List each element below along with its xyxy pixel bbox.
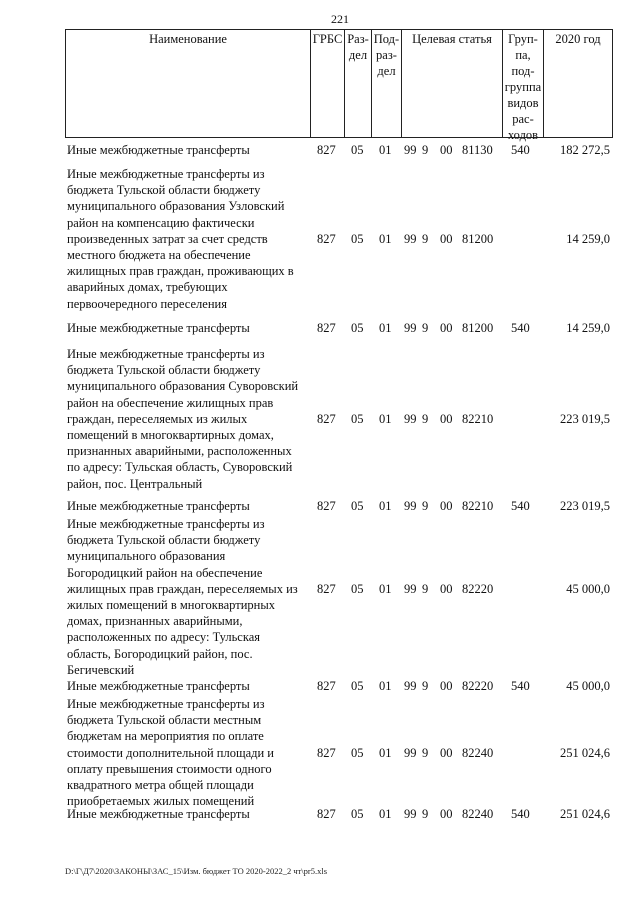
cell-t1: 99: [404, 679, 417, 693]
cell-t1: 99: [404, 499, 417, 513]
cell-t2: 9: [422, 321, 429, 335]
row-name-line: произведенных затрат за счет средств: [67, 231, 268, 246]
cell-t3: 00: [440, 807, 453, 821]
cell-t4: 82220: [462, 581, 494, 596]
header-podrazdel: [372, 30, 402, 137]
cell-amount: 182 272,5: [560, 143, 610, 157]
cell-vr: 540: [511, 679, 530, 693]
table-row: [65, 516, 613, 678]
cell-rz: 05: [351, 499, 364, 513]
cell-grbs: 827: [317, 745, 336, 760]
cell-amount: 251 024,6: [560, 745, 610, 760]
row-name-line: граждан, переселяемых из жилых: [67, 411, 248, 426]
header-razdel-line: дел: [348, 48, 368, 62]
row-name-line: аварийных домах, требующих: [67, 280, 228, 295]
header-group-line: Груп-: [508, 32, 538, 46]
row-name-line: помещений в многоквартирных домах,: [67, 428, 274, 443]
header-podrazdel-line: дел: [377, 64, 396, 78]
header-target: [402, 30, 503, 137]
cell-t1: 99: [404, 581, 417, 596]
header-group-line: группа: [504, 80, 542, 94]
row-name-line: Иные межбюджетные трансферты: [67, 143, 250, 157]
table-row: [65, 166, 613, 312]
header-group-line: под-: [511, 64, 535, 78]
cell-t1: 99: [404, 321, 417, 335]
header-year: [544, 30, 612, 137]
cell-pr: 01: [379, 499, 392, 513]
cell-amount: 14 259,0: [566, 321, 610, 335]
header-razdel: [345, 30, 372, 137]
row-name-line: район на компенсацию фактически: [67, 215, 255, 230]
row-name-line: бюджета Тульской области бюджету: [67, 183, 261, 198]
cell-t4: 81200: [462, 321, 494, 335]
table-row: [65, 498, 613, 514]
cell-rz: 05: [351, 231, 364, 246]
cell-t2: 9: [422, 499, 429, 513]
cell-vr: 540: [511, 807, 530, 821]
row-name-line: муниципального образования Узловский: [67, 199, 285, 214]
cell-rz: 05: [351, 143, 364, 157]
row-name: [67, 166, 307, 312]
cell-t3: 00: [440, 679, 453, 693]
row-name-line: бюджета Тульской области бюджету: [67, 363, 261, 378]
cell-t4: 82240: [462, 807, 494, 821]
row-name-line: Бегичевский: [67, 662, 135, 677]
header-target-label: Целевая статья: [412, 32, 492, 46]
header-year-label: 2020 год: [555, 32, 601, 46]
cell-rz: 05: [351, 807, 364, 821]
page-number: 221: [331, 12, 349, 26]
cell-t4: 82220: [462, 679, 494, 693]
row-name-line: признанных аварийными, расположенных: [67, 444, 292, 459]
row-name-line: область, Богородицкий район, пос.: [67, 646, 253, 661]
cell-amount: 14 259,0: [566, 231, 610, 246]
cell-vr: 540: [511, 499, 530, 513]
row-name-line: домах, признанных аварийными,: [67, 614, 243, 629]
row-name-line: район, пос. Центральный: [67, 476, 203, 491]
cell-pr: 01: [379, 581, 392, 596]
row-name-line: Иные межбюджетные трансферты: [67, 321, 250, 335]
row-name-line: Иные межбюджетные трансферты из: [67, 347, 265, 361]
row-name-line: по адресу: Тульская область, Суворовский: [67, 460, 293, 475]
row-name-line: Иные межбюджетные трансферты: [67, 807, 250, 821]
cell-t1: 99: [404, 411, 417, 426]
cell-pr: 01: [379, 807, 392, 821]
row-name-line: Иные межбюджетные трансферты: [67, 499, 250, 513]
cell-t2: 9: [422, 581, 429, 596]
cell-vr: 540: [511, 143, 530, 157]
cell-grbs: 827: [317, 231, 336, 246]
header-podrazdel-line: Под-: [373, 32, 400, 46]
row-name: [67, 320, 307, 336]
row-name: [67, 142, 307, 158]
row-name-line: Иные межбюджетные трансферты из: [67, 517, 265, 531]
row-name-line: бюджетам на мероприятия по оплате: [67, 729, 264, 744]
table-row: [65, 678, 613, 694]
row-name-line: Иные межбюджетные трансферты из: [67, 697, 265, 711]
cell-t1: 99: [404, 231, 417, 246]
cell-grbs: 827: [317, 499, 336, 513]
cell-grbs: 827: [317, 581, 336, 596]
cell-pr: 01: [379, 231, 392, 246]
cell-amount: 45 000,0: [566, 679, 610, 693]
table-row: [65, 142, 613, 158]
row-name-line: муниципального образования: [67, 549, 226, 564]
table-header: [65, 29, 613, 142]
cell-grbs: 827: [317, 321, 336, 335]
row-name-line: жилищных прав граждан, проживающих в: [67, 264, 294, 279]
cell-amount: 223 019,5: [560, 499, 610, 513]
table-row: [65, 696, 613, 809]
header-name: [66, 30, 311, 137]
header-grbs: [311, 30, 345, 137]
row-name-line: бюджета Тульской области местным: [67, 713, 262, 728]
row-name-line: Богородицкий район на обеспечение: [67, 565, 263, 580]
cell-t4: 82210: [462, 499, 494, 513]
header-name-label: Наименование: [149, 32, 227, 46]
cell-t2: 9: [422, 807, 429, 821]
cell-t3: 00: [440, 499, 453, 513]
cell-t4: 82240: [462, 745, 494, 760]
cell-t1: 99: [404, 807, 417, 821]
header-group: [503, 30, 544, 142]
cell-t2: 9: [422, 143, 429, 157]
header-razdel-line: Раз-: [347, 32, 369, 46]
cell-amount: 251 024,6: [560, 807, 610, 821]
row-name-line: стоимости дополнительной площади и: [67, 745, 275, 760]
table-row: [65, 806, 613, 822]
cell-t2: 9: [422, 231, 429, 246]
row-name-line: жилищных прав граждан, переселяемых из: [67, 581, 298, 596]
row-name: [67, 696, 307, 809]
cell-t3: 00: [440, 143, 453, 157]
cell-t2: 9: [422, 679, 429, 693]
row-name-line: первоочередного переселения: [67, 296, 227, 311]
header-group-line: па,: [515, 48, 531, 62]
row-name: [67, 516, 307, 678]
header-group-line: ходов: [507, 128, 539, 142]
row-name: [67, 346, 307, 492]
header-group-line: видов: [507, 96, 539, 110]
cell-grbs: 827: [317, 411, 336, 426]
row-name-line: бюджета Тульской области бюджету: [67, 533, 261, 548]
cell-rz: 05: [351, 745, 364, 760]
row-name-line: муниципального образования Суворовский: [67, 379, 299, 394]
cell-t3: 00: [440, 581, 453, 596]
cell-t4: 81130: [462, 143, 493, 157]
row-name-line: жилых помещений в многоквартирных: [67, 598, 275, 613]
cell-amount: 223 019,5: [560, 411, 610, 426]
row-name-line: расположенных по адресу: Тульская: [67, 630, 260, 645]
cell-t4: 82210: [462, 411, 494, 426]
file-path-footer: D:\Г\Д7\2020\ЗАКОНЫ\ЗАС_15\Изм. бюджет ТО 2020-2022_2 чт\pr5.xls: [65, 866, 328, 876]
row-name-line: район на обеспечение жилищных прав: [67, 395, 274, 410]
cell-grbs: 827: [317, 807, 336, 821]
cell-grbs: 827: [317, 143, 336, 157]
cell-pr: 01: [379, 143, 392, 157]
cell-pr: 01: [379, 321, 392, 335]
row-name: [67, 678, 307, 694]
cell-t3: 00: [440, 321, 453, 335]
cell-rz: 05: [351, 581, 364, 596]
cell-rz: 05: [351, 411, 364, 426]
row-name-line: приобретаемых жилых помещений: [67, 794, 255, 809]
row-name-line: местного бюджета на обеспечение: [67, 248, 251, 263]
cell-t1: 99: [404, 143, 417, 157]
cell-amount: 45 000,0: [566, 581, 610, 596]
cell-pr: 01: [379, 411, 392, 426]
row-name: [67, 498, 307, 514]
cell-grbs: 827: [317, 679, 336, 693]
cell-t2: 9: [422, 745, 429, 760]
cell-t2: 9: [422, 411, 429, 426]
cell-rz: 05: [351, 679, 364, 693]
cell-t4: 81200: [462, 231, 494, 246]
cell-pr: 01: [379, 745, 392, 760]
cell-rz: 05: [351, 321, 364, 335]
cell-vr: 540: [511, 321, 530, 335]
cell-t1: 99: [404, 745, 417, 760]
cell-t3: 00: [440, 411, 453, 426]
cell-pr: 01: [379, 679, 392, 693]
table-row: [65, 346, 613, 492]
header-podrazdel-line: раз-: [376, 48, 397, 62]
cell-t3: 00: [440, 231, 453, 246]
row-name-line: Иные межбюджетные трансферты: [67, 679, 250, 693]
row-name-line: квадратного метра общей площади: [67, 778, 254, 793]
header-group-line: рас-: [512, 112, 534, 126]
row-name: [67, 806, 307, 822]
header-grbs-label: ГРБС: [312, 32, 343, 46]
row-name-line: оплату превышения стоимости одного: [67, 761, 272, 776]
table-row: [65, 320, 613, 336]
row-name-line: Иные межбюджетные трансферты из: [67, 167, 265, 181]
cell-t3: 00: [440, 745, 453, 760]
